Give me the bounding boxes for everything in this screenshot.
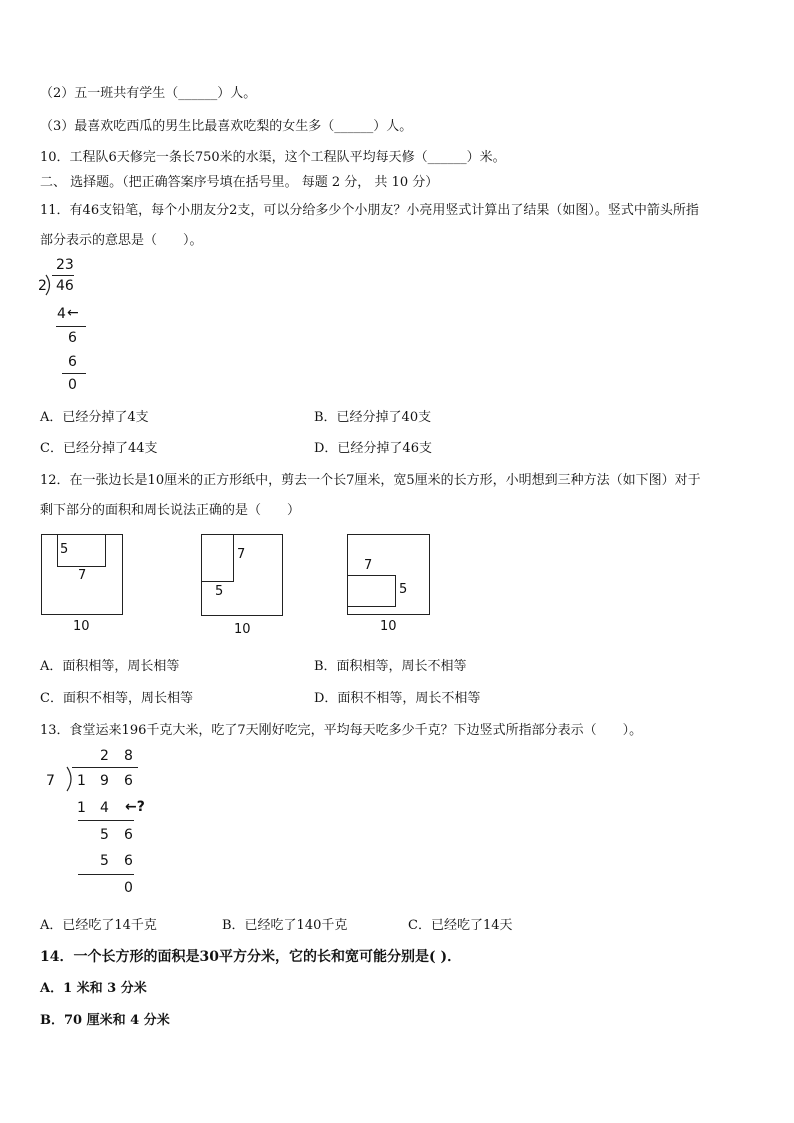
q11-option-c[interactable]: C．已经分掉了44支 [40,441,158,456]
q12-option-b[interactable]: B．面积相等，周长不相等 [314,659,467,674]
q14-text: 14．一个长方形的面积是30平方分米，它的长和宽可能分别是( )． [40,949,462,965]
q12-fig2-side: 10 [234,622,251,637]
q13-option-c[interactable]: C．已经吃了14天 [408,918,513,933]
section-2-heading: 二、 选择题。（把正确答案序号填在括号里。 每题 2 分， 共 10 分） [40,175,439,190]
q11-divisor: 2 [38,278,47,294]
q12-fig2-cutout [201,534,234,582]
q12-fig1-side: 10 [73,619,90,634]
q12-fig3-side: 10 [380,619,397,634]
q13-dividend-digit2: 9 [100,773,109,789]
q10: 10．工程队6天修完一条长750米的水渠，这个工程队平均每天修（______）米。 [40,150,506,165]
q14-option-b[interactable]: B．70 厘米和 4 分米 [40,1013,170,1028]
q11-line2 [62,373,86,374]
q14-option-a[interactable]: A．1 米和 3 分米 [40,981,147,996]
q12-text-line1: 12．在一张边长是10厘米的正方形纸中，剪去一个长7厘米，宽5厘米的长方形，小明想到三种方法（如下图）对于 [40,473,701,488]
q12-fig3-width: 5 [399,582,408,597]
q13-division-bar [72,767,138,768]
q13-step1-digit2: 4 [100,800,109,816]
q12-option-c[interactable]: C．面积不相等，周长相等 [40,691,193,706]
q12-option-a[interactable]: A．面积相等，周长相等 [40,659,180,674]
q11-option-a[interactable]: A．已经分掉了4支 [40,410,149,425]
q13-dividend-digit1: 1 [77,773,86,789]
q13-step1-digit1: 1 [77,800,86,816]
q11-text-line1: 11．有46支铅笔，每个小朋友分2支，可以分给多少个小朋友？小亮用竖式计算出了结果（如图）。竖式中箭头所指 [40,203,699,218]
q13-division-bracket [64,766,76,792]
q12-fig3-length: 7 [364,558,373,573]
q11-line1 [56,326,86,327]
q9-part2: （2）五一班共有学生（______）人。 [40,86,257,101]
q11-text-line2: 部分表示的意思是（ ）。 [40,233,203,248]
q13-step2-digit2: 6 [124,827,133,843]
q13-step3-digit2: 6 [124,853,133,869]
q13-remainder: 0 [124,880,133,896]
q11-option-b[interactable]: B．已经分掉了40支 [314,410,432,425]
q13-divisor: 7 [46,773,55,789]
q13-dividend-digit3: 6 [124,773,133,789]
q13-option-a[interactable]: A．已经吃了14千克 [40,918,157,933]
q11-remainder: 0 [68,377,77,393]
q13-option-b[interactable]: B．已经吃了140千克 [222,918,348,933]
q13-arrow-question-icon: ←? [125,799,145,815]
q11-step3: 6 [68,354,77,370]
q12-option-d[interactable]: D．面积不相等，周长不相等 [314,691,481,706]
q12-fig2-width: 5 [215,584,224,599]
q13-line2 [78,874,134,875]
q12-fig2-length: 7 [237,547,246,562]
q13-quotient-digit2: 8 [124,748,133,764]
q12-text-line2: 剩下部分的面积和周长说法正确的是（ ） [40,503,301,518]
q12-fig1-length: 7 [78,568,87,583]
q12-fig1-width: 5 [60,542,69,557]
q11-dividend: 46 [56,278,74,294]
q11-quotient: 23 [56,257,74,273]
q12-fig3-cutout [347,575,396,607]
q9-part3: （3）最喜欢吃西瓜的男生比最喜欢吃梨的女生多（______）人。 [40,119,413,134]
q13-text: 13．食堂运来196千克大米，吃了7天刚好吃完，平均每天吃多少千克？下边竖式所指部分表示（ ）。 [40,723,643,738]
q13-step2-digit1: 5 [100,827,109,843]
q11-arrow-icon: ← [67,305,79,321]
q13-step3-digit1: 5 [100,853,109,869]
q13-line1 [78,820,134,821]
q11-step2: 6 [68,330,77,346]
q13-quotient-digit1: 2 [100,748,109,764]
q11-option-d[interactable]: D．已经分掉了46支 [314,441,432,456]
q11-step1: 4 [57,306,66,322]
q11-division-bar [52,275,74,276]
